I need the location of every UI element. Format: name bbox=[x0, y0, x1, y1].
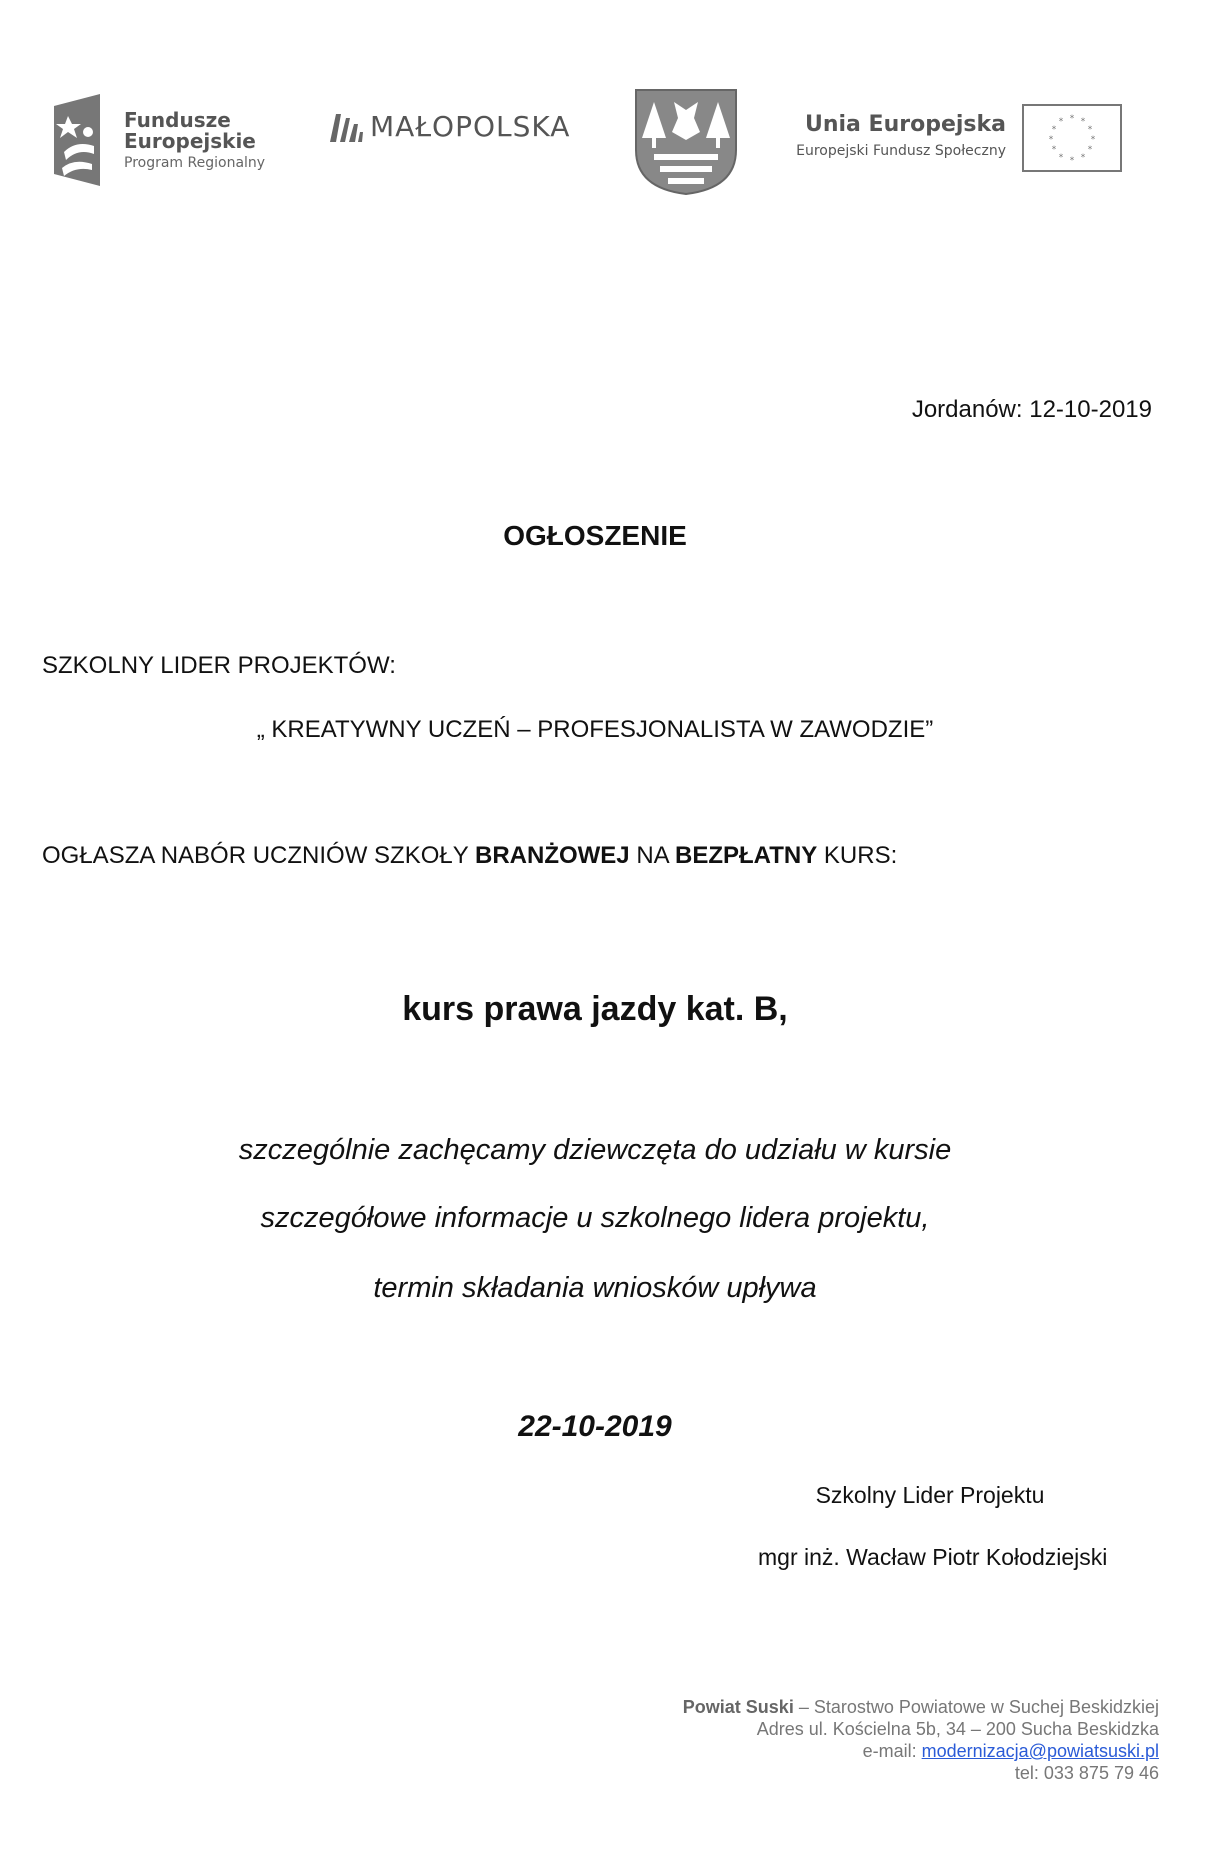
fundusze-emblem-icon bbox=[54, 94, 104, 186]
announce-bold1: BRANŻOWEJ bbox=[474, 842, 630, 869]
footer-phone: tel: 033 875 79 46 bbox=[1014, 1763, 1159, 1783]
announcement bbox=[42, 842, 897, 870]
footer-email-link[interactable]: modernizacja@powiatsuski.pl bbox=[921, 1741, 1159, 1761]
fundusze-line1: Fundusze bbox=[124, 108, 231, 132]
footer-email-label: e-mail: bbox=[862, 1741, 922, 1761]
info-line-1: szczególnie zachęcamy dziewczęta do udziału w kursie bbox=[238, 1134, 952, 1166]
svg-text:*: * bbox=[1080, 153, 1086, 163]
svg-text:*: * bbox=[1051, 125, 1057, 135]
signature-name: mgr inż. Wacław Piotr Kołodziejski bbox=[758, 1544, 1108, 1570]
svg-text:*: * bbox=[1051, 145, 1057, 155]
footer-email-line bbox=[683, 1740, 1159, 1762]
info-line-2: szczegółowe informacje u szkolnego lidera projektu, bbox=[260, 1202, 930, 1234]
logo-unia-europejska bbox=[790, 104, 1130, 176]
eu-flag-icon bbox=[1022, 104, 1122, 172]
info-line-3: termin składania wniosków upływa bbox=[373, 1272, 817, 1304]
footer-address: Adres ul. Kościelna 5b, 34 – 200 Sucha Beskidzka bbox=[756, 1719, 1159, 1739]
svg-text:*: * bbox=[1087, 145, 1093, 155]
svg-text:*: * bbox=[1080, 117, 1086, 127]
project-name: „ KREATYWNY UCZEŃ – PROFESJONALISTA W ZAWODZIE” bbox=[256, 716, 934, 743]
svg-text:*: * bbox=[1058, 153, 1064, 163]
svg-text:*: * bbox=[1087, 125, 1093, 135]
svg-text:*: * bbox=[1090, 135, 1096, 145]
coat-of-arms-icon bbox=[634, 88, 738, 196]
unia-line1: Unia Europejska bbox=[804, 112, 1006, 137]
date-line: Jordanów: 12-10-2019 bbox=[911, 396, 1152, 423]
course-name: kurs prawa jazdy kat. B, bbox=[402, 990, 788, 1028]
announce-part3: KURS: bbox=[817, 842, 898, 869]
announce-part1: OGŁASZA NABÓR UCZNIÓW SZKOŁY bbox=[42, 842, 475, 869]
organizer: SZKOLNY LIDER PROJEKTÓW: bbox=[42, 652, 396, 679]
signature-role: Szkolny Lider Projektu bbox=[815, 1482, 1045, 1508]
footer bbox=[683, 1696, 1159, 1784]
announce-part2: NA bbox=[629, 842, 676, 869]
logo-malopolska bbox=[328, 108, 588, 148]
svg-text:*: * bbox=[1058, 117, 1064, 127]
footer-org bbox=[683, 1696, 1159, 1718]
fundusze-line2: Europejskie bbox=[124, 129, 256, 153]
malopolska-mountain-icon bbox=[328, 110, 364, 144]
svg-text:*: * bbox=[1069, 156, 1075, 166]
logo-fundusze-europejskie bbox=[54, 94, 294, 190]
announce-bold2: BEZPŁATNY bbox=[675, 842, 818, 869]
coat-of-arms bbox=[634, 88, 738, 201]
footer-org-bold: Powiat Suski bbox=[682, 1697, 794, 1717]
malopolska-text: MAŁOPOLSKA bbox=[370, 110, 571, 143]
svg-text:*: * bbox=[1069, 114, 1075, 124]
deadline-date: 22-10-2019 bbox=[518, 1410, 672, 1443]
unia-line2: Europejski Fundusz Społeczny bbox=[796, 143, 1006, 159]
fundusze-line3: Program Regionalny bbox=[124, 155, 266, 171]
svg-text:*: * bbox=[1048, 135, 1054, 145]
footer-org-rest: – Starostwo Powiatowe w Suchej Beskidzkiej bbox=[793, 1697, 1159, 1717]
page-title: OGŁOSZENIE bbox=[503, 520, 687, 551]
